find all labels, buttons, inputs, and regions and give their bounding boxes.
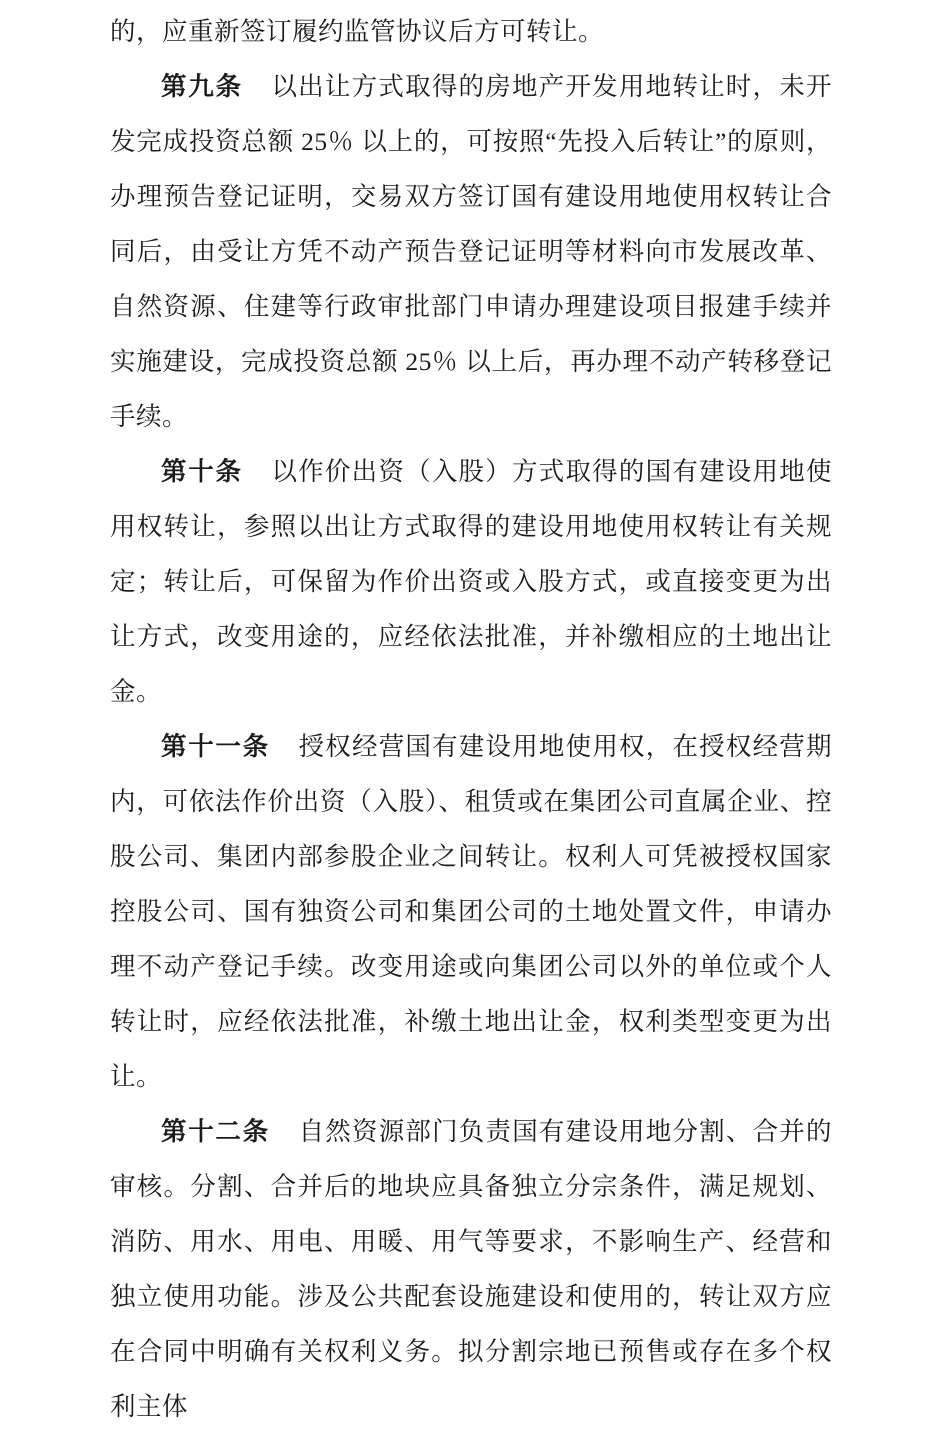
paragraph-article-10 [110, 444, 832, 719]
paragraph-text: 授权经营国有建设用地使用权，在授权经营期内，可依法作价出资（入股）、租赁或在集团公司直属企业、控股公司、集团内部参股企业之间转让。权利人可凭被授权国家控股公司、国有独资公司和集团公司的土地处置文件，申请办理不动产登记手续。改变用途或向集团公司以外的单位或个人转让时，应经依法批准，补缴土地出让金，权利类型变更为出让。 [110, 732, 832, 1091]
paragraph-text: 的，应重新签订履约监管协议后方可转让。 [110, 17, 605, 46]
article-label: 第十条 [161, 457, 243, 486]
paragraph-article-9 [110, 59, 832, 444]
article-label: 第十二条 [161, 1117, 270, 1146]
article-label: 第九条 [161, 72, 243, 101]
document-body [110, 4, 832, 1434]
article-label: 第十一条 [161, 732, 270, 761]
paragraph-text: 以作价出资（入股）方式取得的国有建设用地使用权转让，参照以出让方式取得的建设用地使用权转让有关规定；转让后，可保留为作价出资或入股方式，或直接变更为出让方式，改变用途的，应经依法批准，并补缴相应的土地出让金。 [110, 457, 832, 706]
paragraph-article-11 [110, 719, 832, 1104]
paragraph-article-12 [110, 1104, 832, 1434]
paragraph-text: 自然资源部门负责国有建设用地分割、合并的审核。分割、合并后的地块应具备独立分宗条件，满足规划、消防、用水、用电、用暖、用气等要求，不影响生产、经营和独立使用功能。涉及公共配套设施建设和使用的，转让双方应在合同中明确有关权利义务。拟分割宗地已预售或存在多个权利主体 [110, 1117, 832, 1421]
paragraph-continuation [110, 4, 832, 59]
paragraph-text: 以出让方式取得的房地产开发用地转让时，未开发完成投资总额 25％ 以上的，可按照“先投入后转让”的原则，办理预告登记证明，交易双方签订国有建设用地使用权转让合同后，由受让方凭不动产预告登记证明等材料向市发展改革、自然资源、住建等行政审批部门申请办理建设项目报建手续并实施建设，完成投资总额 25％ 以上后，再办理不动产转移登记手续。 [110, 72, 832, 431]
